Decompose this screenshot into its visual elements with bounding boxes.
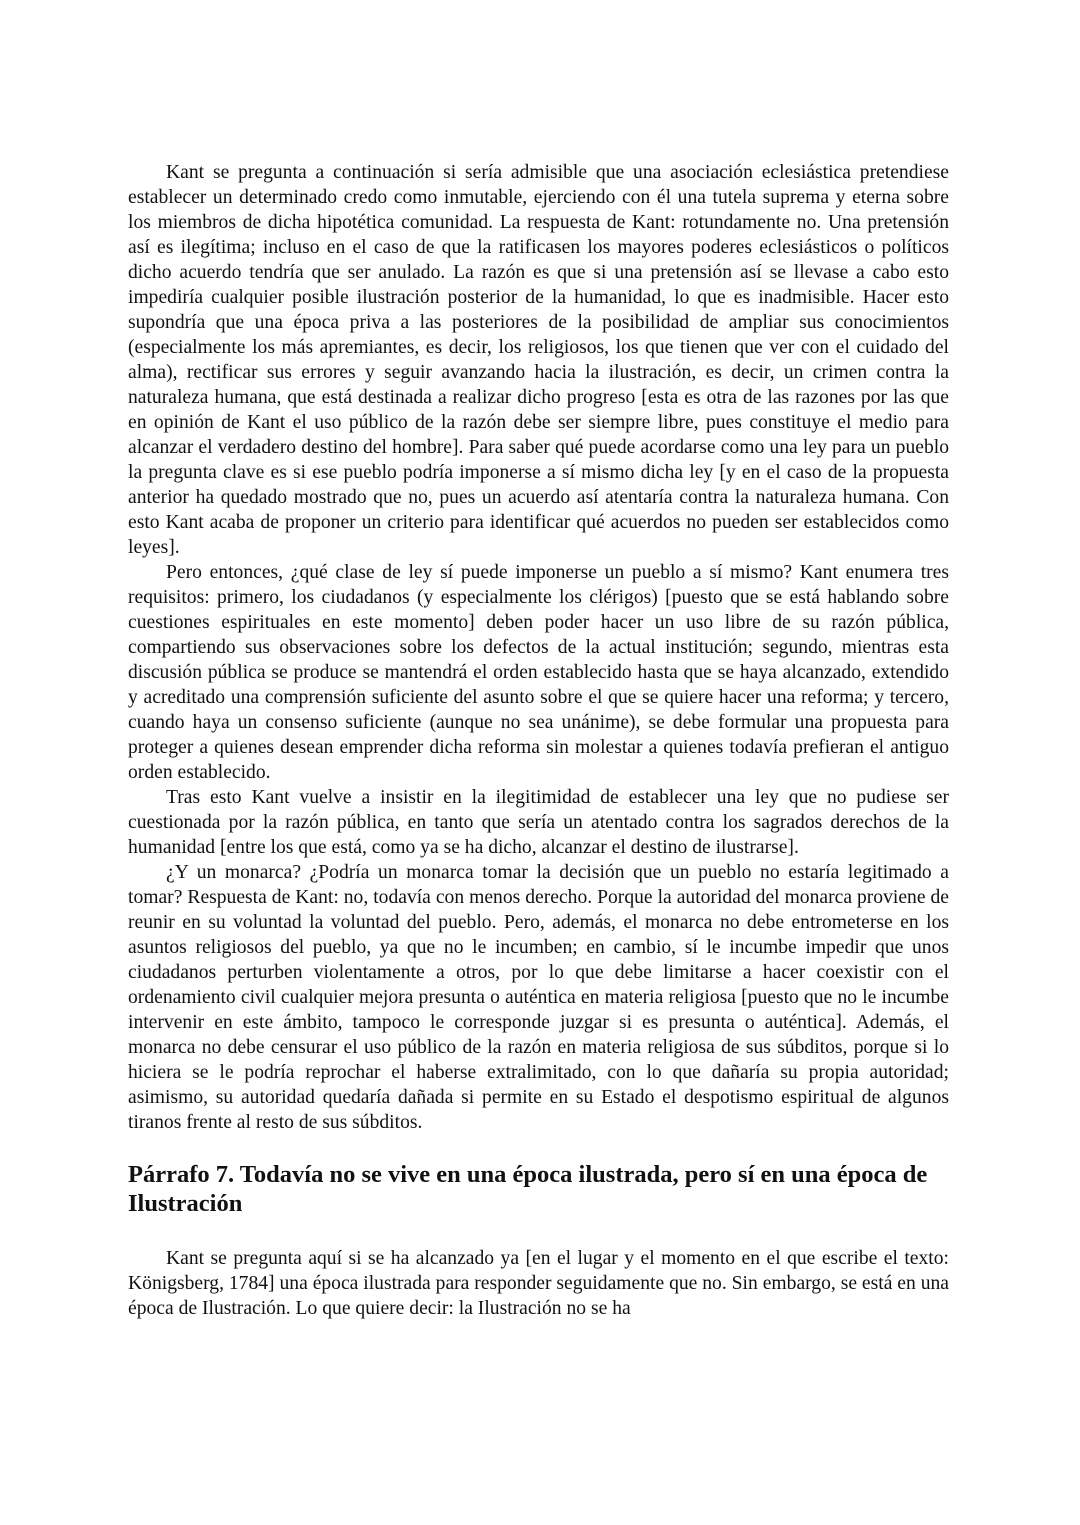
section-heading-paragraph-7: Párrafo 7. Todavía no se vive en una época ilustrada, pero sí en una época de Ilustración <box>128 1161 928 1217</box>
document-page <box>128 160 949 1321</box>
paragraph-illegitimacy: Tras esto Kant vuelve a insistir en la ilegitimidad de establecer una ley que no pudiese ser cuestionada por la razón pública, en tanto que sería un atentado contra los sagrados derechos de la humanidad [entre los que está, como ya se ha dicho, alcanzar el destino de ilustrarse]. <box>128 787 949 858</box>
paragraph-enlightened-age: Kant se pregunta aquí si se ha alcanzado ya [en el lugar y el momento en el que escribe el texto: Königsberg, 1784] una época ilustrada para responder seguidamente que no. Sin embargo, se está en una época de Ilustración. Lo que quiere decir: la Ilustración no se ha <box>128 1248 949 1319</box>
paragraph-monarch: ¿Y un monarca? ¿Podría un monarca tomar la decisión que un pueblo no estaría legitimado a tomar? Respuesta de Kant: no, todavía con menos derecho. Porque la autoridad del monarca proviene de reunir en su voluntad la voluntad del pueblo. Pero, además, el monarca no debe entrometerse en los asuntos religiosos del pueblo, ya que no le incumben; en cambio, sí le incumbe impedir que unos ciudadanos perturben violentamente a otros, por lo que debe limitarse a hacer coexistir con el ordenamiento civil cualquier mejora presunta o auténtica en materia religiosa [puesto que no le incumbe intervenir en este ámbito, tampoco le corresponde juzgar si es presunta o auténtica]. Además, el monarca no debe censurar el uso público de la razón en materia religiosa de sus súbditos, porque si lo hiciera se le podría reprochar el haberse extralimitado, con lo que dañaría su propia autoridad; asimismo, su autoridad quedaría dañada si permite en su Estado el despotismo espiritual de algunos tiranos frente al resto de sus súbditos. <box>128 862 949 1133</box>
paragraph-church-creed: Kant se pregunta a continuación si sería admisible que una asociación eclesiástica pretendiese establecer un determinado credo como inmutable, ejerciendo con él una tutela suprema y eterna sobre los miembros de dicha hipotética comunidad. La respuesta de Kant: rotundamente no. Una pretensión así es ilegítima; incluso en el caso de que la ratificasen los mayores poderes eclesiásticos o políticos dicho acuerdo tendría que ser anulado. La razón es que si una pretensión así se llevase a cabo esto impediría cualquier posible ilustración posterior de la humanidad, lo que es inadmisible. Hacer esto supondría que una época priva a las posteriores de la posibilidad de ampliar sus conocimientos (especialmente los más apremiantes, es decir, los religiosos, los que tienen que ver con el cuidado del alma), rectificar sus errores y seguir avanzando hacia la ilustración, es decir, un crimen contra la naturaleza humana, que está destinada a realizar dicho progreso [esta es otra de las razones por las que en opinión de Kant el uso público de la razón debe ser siempre libre, pues constituye el medio para alcanzar el verdadero destino del hombre]. Para saber qué puede acordarse como una ley para un pueblo la pregunta clave es si ese pueblo podría imponerse a sí mismo dicha ley [y en el caso de la propuesta anterior ha quedado mostrado que no, pues un acuerdo así atentaría contra la naturaleza humana. Con esto Kant acaba de proponer un criterio para identificar qué acuerdos no pueden ser establecidos como leyes]. <box>128 162 949 558</box>
paragraph-three-requirements: Pero entonces, ¿qué clase de ley sí puede imponerse un pueblo a sí mismo? Kant enumera tres requisitos: primero, los ciudadanos (y especialmente los clérigos) [puesto que se está hablando sobre cuestiones espirituales en este momento] deben poder hacer un uso libre de su razón pública, compartiendo sus observaciones sobre los defectos de la actual institución; segundo, mientras esta discusión pública se produce se mantendrá el orden establecido hasta que se haya alcanzado, extendido y acreditado una comprensión suficiente del asunto sobre el que se quiere hacer una reforma; y tercero, cuando haya un consenso suficiente (aunque no sea unánime), se debe formular una propuesta para proteger a quienes desean emprender dicha reforma sin molestar a quienes todavía prefieran el antiguo orden establecido. <box>128 562 949 783</box>
